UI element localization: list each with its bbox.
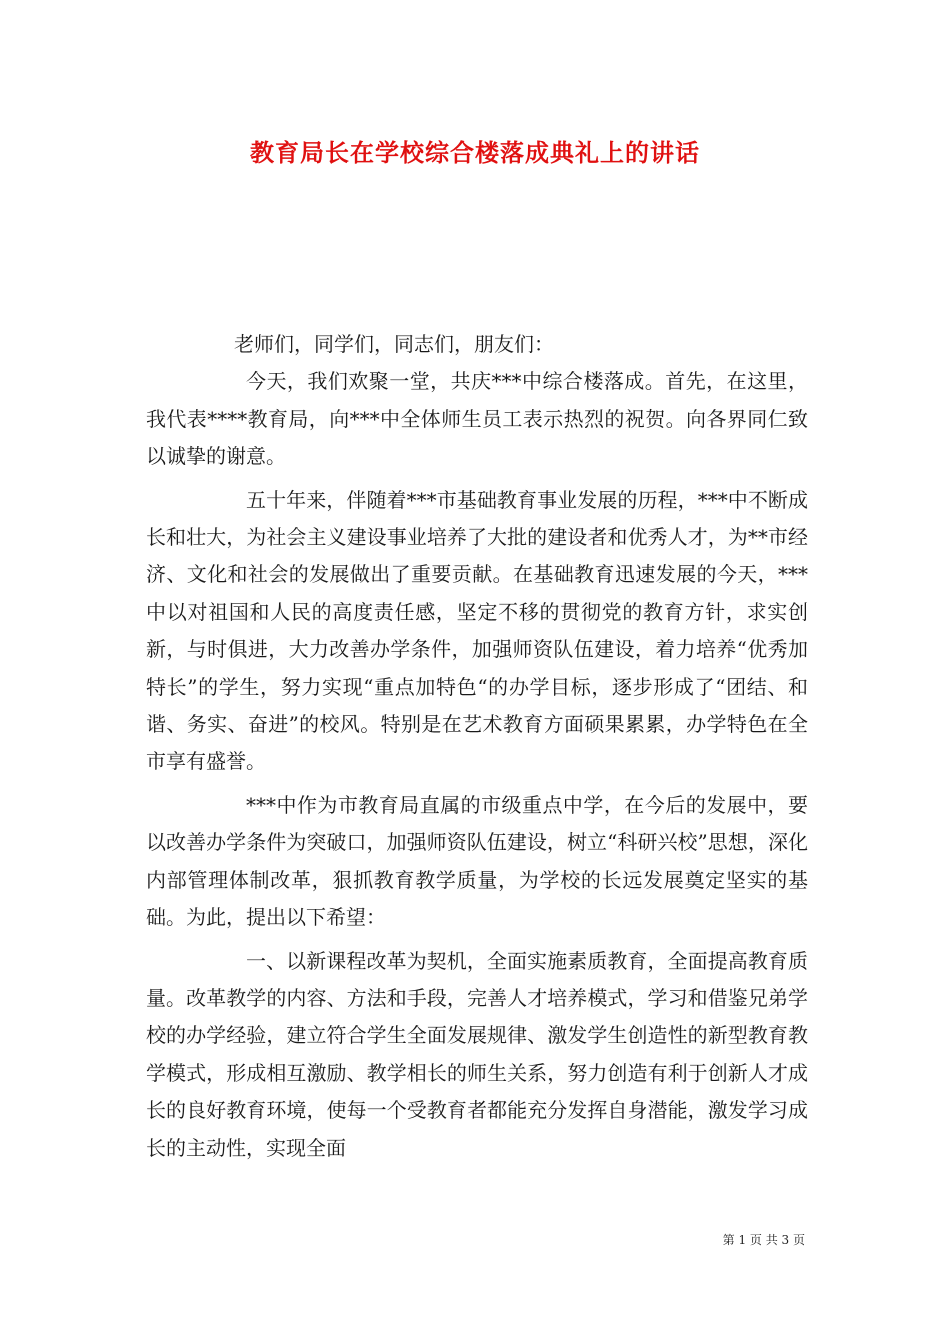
paragraph-welcome: 今天，我们欢聚一堂，共庆***中综合楼落成。首先，在这里，我代表****教育局，向***中全体师生员工表示热烈的祝贺。向各界同仁致以诚挚的谢意。 (146, 369, 808, 469)
greeting: 老师们，同学们，同志们，朋友们： (234, 332, 554, 356)
page-number: 第 1 页 共 3 页 (722, 1233, 805, 1247)
document-body (146, 326, 808, 1167)
paragraph-hopes-intro: ***中作为市教育局直属的市级重点中学，在今后的发展中，要以改善办学条件为突破口，加强师资队伍建设，树立“科研兴校”思想，深化内部管理体制改革，狠抓教育教学质量，为学校的长远发展奠定坚实的基础。为此，提出以下希望： (146, 792, 808, 930)
paragraph-history: 五十年来，伴随着***市基础教育事业发展的历程，***中不断成长和壮大，为社会主义建设事业培养了大批的建设者和优秀人才，为**市经济、文化和社会的发展做出了重要贡献。在基础教育迅速发展的今天，***中以对祖国和人民的高度责任感，坚定不移的贯彻党的教育方针，求实创新，与时俱进，大力改善办学条件，加强师资队伍建设，着力培养“优秀加特长”的学生，努力实现“重点加特色“的办学目标，逐步形成了“团结、和谐、务实、奋进”的校风。特别是在艺术教育方面硕果累累，办学特色在全市享有盛誉。 (146, 487, 808, 774)
paragraph-hope-one: 一、以新课程改革为契机，全面实施素质教育，全面提高教育质量。改革教学的内容、方法和手段，完善人才培养模式，学习和借鉴兄弟学校的办学经验，建立符合学生全面发展规律、激发学生创造性的新型教育教学模式，形成相互激励、教学相长的师生关系，努力创造有利于创新人才成长的良好教育环境，使每一个受教育者都能充分发挥自身潜能，激发学习成长的主动性，实现全面 (146, 948, 808, 1160)
page-title: 教育局长在学校综合楼落成典礼上的讲话 (250, 138, 700, 167)
